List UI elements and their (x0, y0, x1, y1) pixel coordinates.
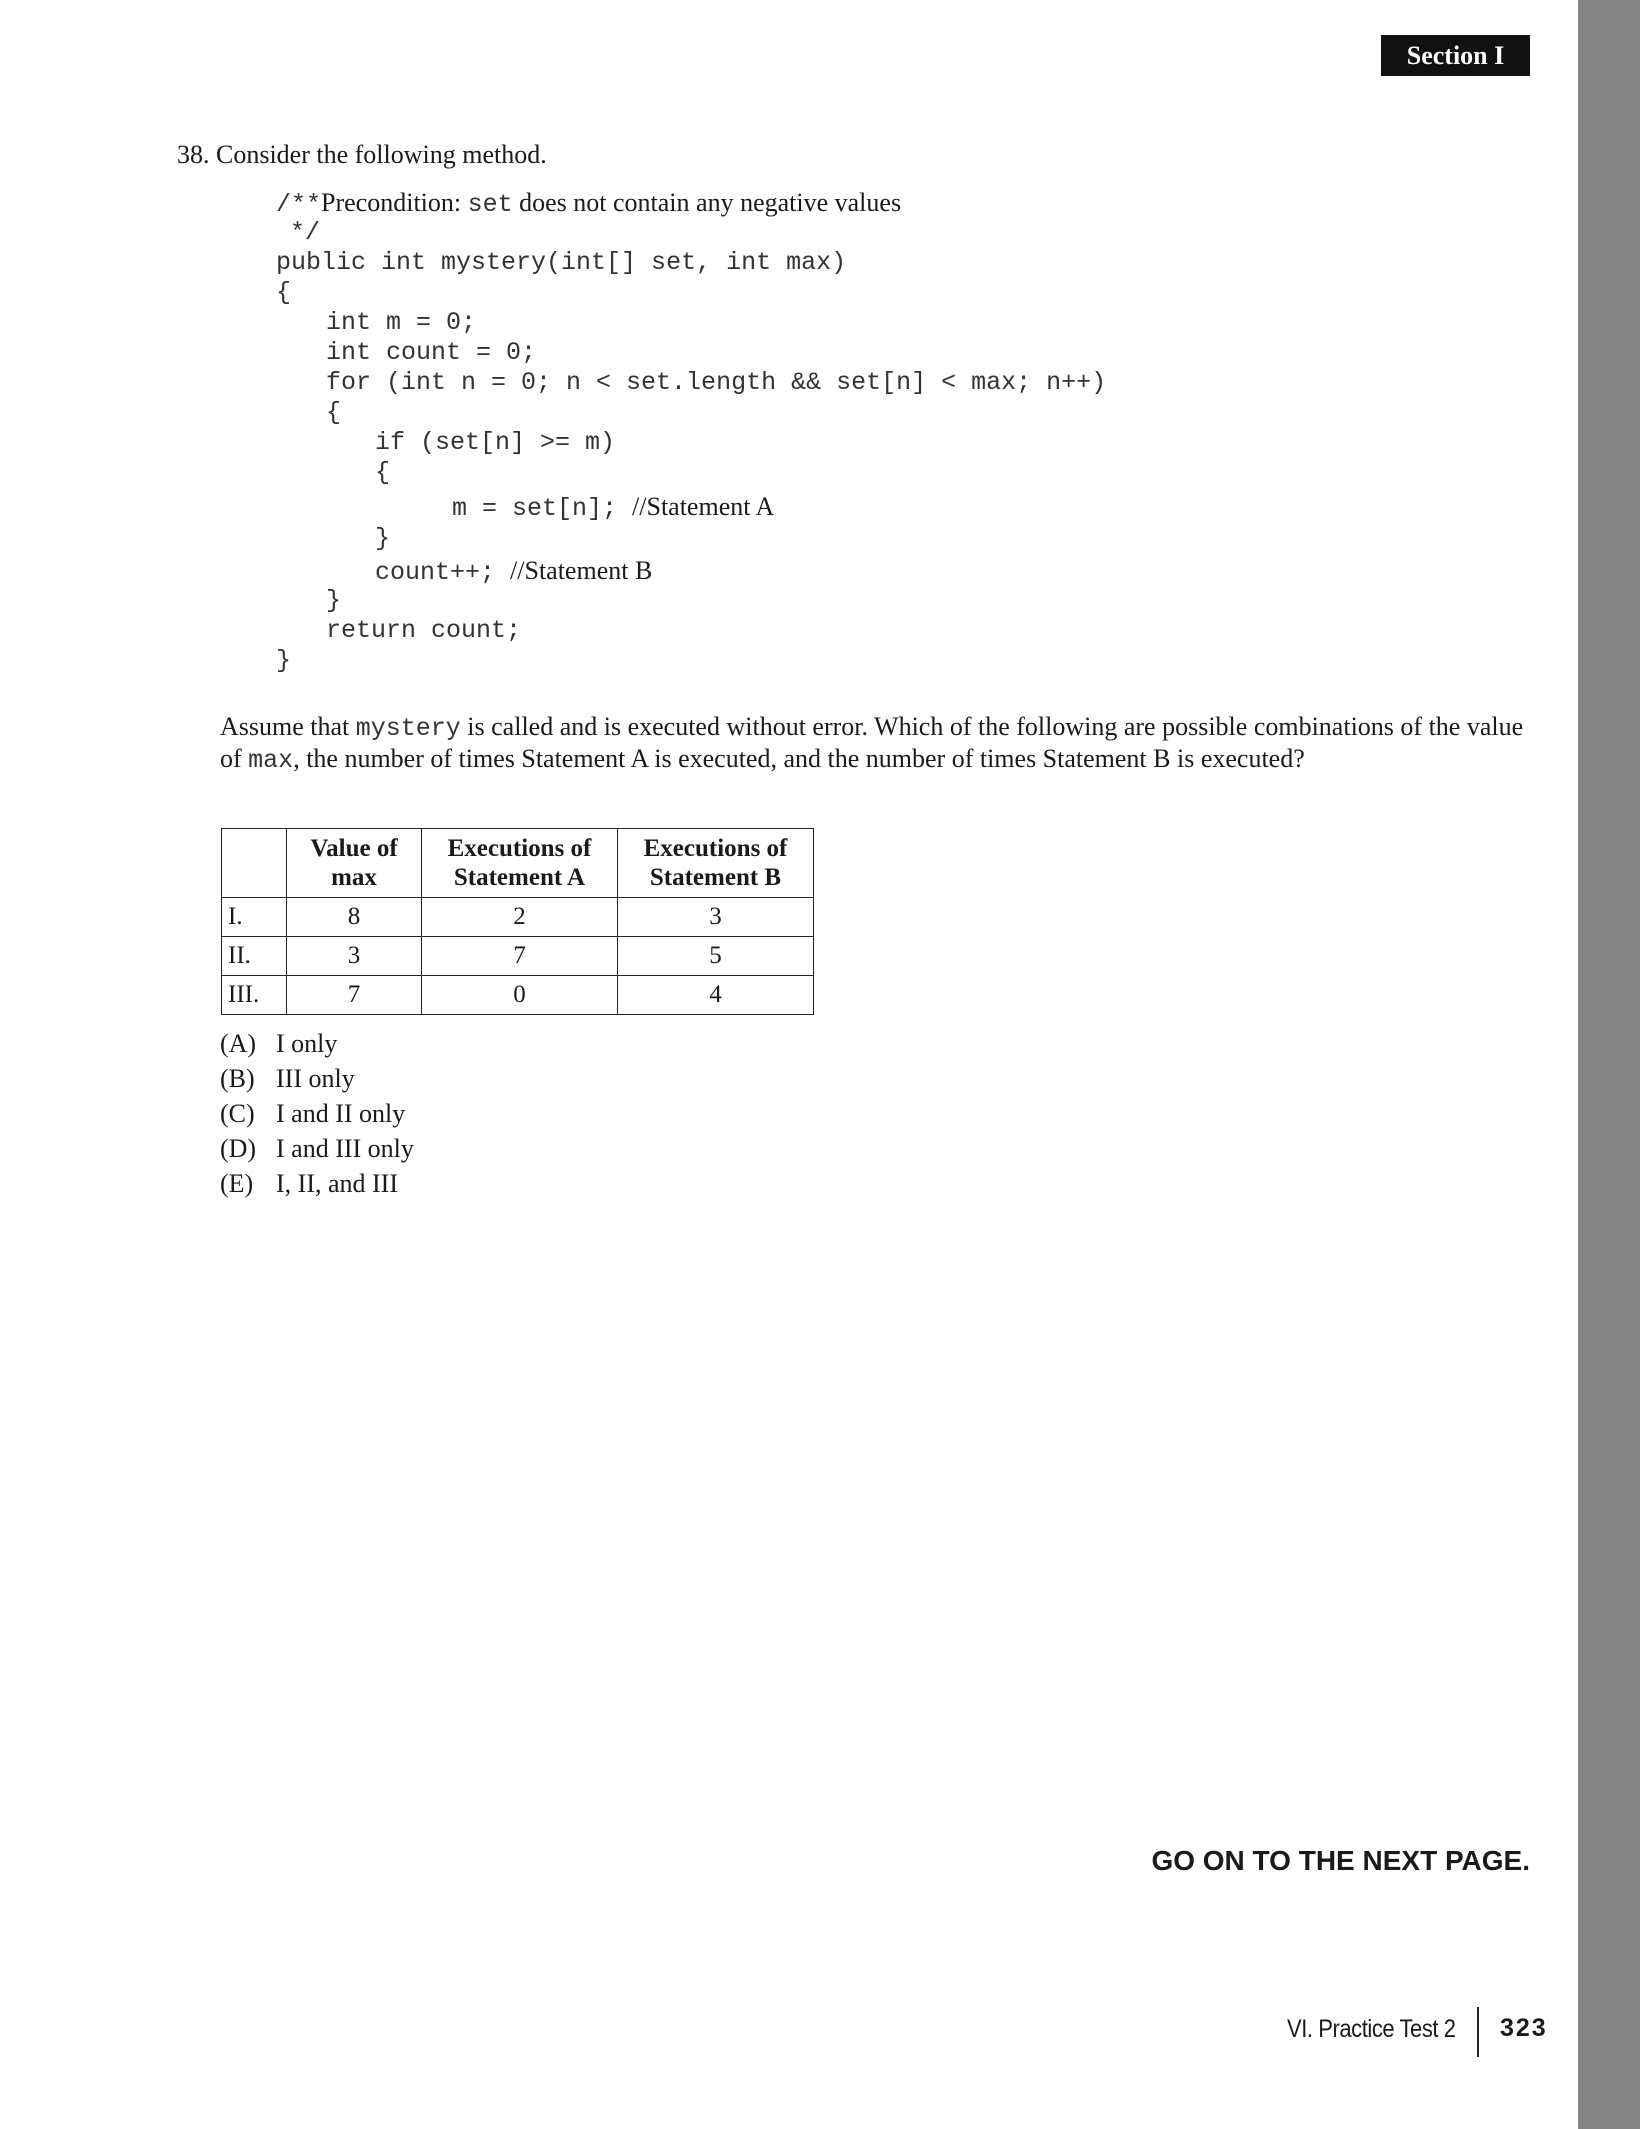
answer-choice-d[interactable] (220, 1134, 414, 1164)
body-text: is called and is executed without error. Which of the following are possible combinations of the value (460, 712, 1524, 741)
inline-code: mystery (355, 714, 461, 743)
question-body (220, 712, 1523, 776)
choice-label: (B) (220, 1064, 255, 1093)
header-text: Executions of (643, 835, 788, 862)
header-text: Value of (310, 835, 398, 862)
body-text: , the number of times Statement A is executed, and the number of times Statement B is executed? (293, 744, 1305, 773)
comment-text: //Statement A (632, 492, 775, 521)
inline-code: max (248, 746, 294, 775)
code-token: /** (276, 190, 322, 219)
comment-text: //Statement B (510, 556, 653, 585)
table-cell: 5 (618, 937, 814, 976)
answer-choice-e[interactable] (220, 1169, 398, 1199)
table-header-statement-a (422, 829, 618, 898)
table-cell: 8 (287, 898, 422, 937)
body-text: Assume that (220, 712, 356, 741)
table-cell: 3 (287, 937, 422, 976)
table-header-blank (222, 829, 287, 898)
code-line: for (int n = 0; n < set.length && set[n] < max; n++) (326, 368, 1107, 397)
code-line: int m = 0; (326, 308, 477, 337)
answer-choice-a[interactable] (220, 1029, 337, 1059)
choice-text: I and III only (276, 1134, 414, 1163)
table-header-statement-b (618, 829, 814, 898)
code-line: } (375, 524, 391, 553)
body-text: of (220, 744, 249, 773)
table-cell: 7 (422, 937, 618, 976)
table-header-max (287, 829, 422, 898)
table-row (222, 898, 814, 937)
go-on-notice: GO ON TO THE NEXT PAGE. (1151, 1845, 1530, 1876)
code-line: { (326, 398, 342, 427)
choice-label: (A) (220, 1029, 257, 1058)
table-cell: 3 (618, 898, 814, 937)
choice-text: I and II only (276, 1099, 406, 1128)
table-row (222, 976, 814, 1015)
combinations-table (221, 828, 814, 1015)
header-text: Statement A (453, 864, 586, 891)
prompt-text: Consider the following method. (216, 140, 547, 169)
choice-label: (C) (220, 1099, 255, 1128)
code-line-statement-a (452, 492, 774, 526)
table-cell: III. (222, 976, 287, 1015)
code-comment-line (276, 188, 901, 222)
table-cell: I. (222, 898, 287, 937)
header-text: Statement B (649, 864, 782, 891)
header-text: Executions of (447, 835, 592, 862)
table-cell: 4 (618, 976, 814, 1015)
footer-divider (1477, 2007, 1479, 2057)
table-cell: II. (222, 937, 287, 976)
page-edge-tab (1578, 0, 1640, 2129)
choice-text: III only (276, 1064, 355, 1093)
table-cell: 0 (422, 976, 618, 1015)
header-text: max (331, 864, 377, 891)
page-number: 323 (1500, 2014, 1548, 2042)
choice-text: I, II, and III (276, 1169, 398, 1198)
code-line: */ (290, 218, 321, 247)
code-token: m = set[n]; (452, 494, 633, 523)
table-cell: 2 (422, 898, 618, 937)
code-line: } (326, 586, 342, 615)
code-line: } (276, 646, 292, 675)
code-token: set (467, 190, 513, 219)
code-token: count++; (375, 558, 511, 587)
table-header-row (222, 829, 814, 898)
answer-choice-b[interactable] (220, 1064, 355, 1094)
code-line: int count = 0; (326, 338, 537, 367)
code-line: { (276, 278, 292, 307)
table-row (222, 937, 814, 976)
code-line: { (375, 458, 391, 487)
comment-text: does not contain any negative values (512, 188, 902, 217)
code-line: if (set[n] >= m) (375, 428, 616, 457)
comment-text: Precondition: (321, 188, 468, 217)
section-badge: Section I (1381, 35, 1530, 76)
code-line: public int mystery(int[] set, int max) (276, 248, 847, 277)
choice-text: I only (276, 1029, 338, 1058)
choice-label: (D) (220, 1134, 257, 1163)
code-line: return count; (326, 616, 522, 645)
table-cell: 7 (287, 976, 422, 1015)
code-line-statement-b (375, 556, 652, 590)
choice-label: (E) (220, 1169, 254, 1198)
answer-choice-c[interactable] (220, 1099, 405, 1129)
question-prompt (177, 140, 547, 170)
footer-chapter: VI. Practice Test 2 (1287, 2015, 1456, 2043)
question-number: 38. (177, 140, 210, 169)
